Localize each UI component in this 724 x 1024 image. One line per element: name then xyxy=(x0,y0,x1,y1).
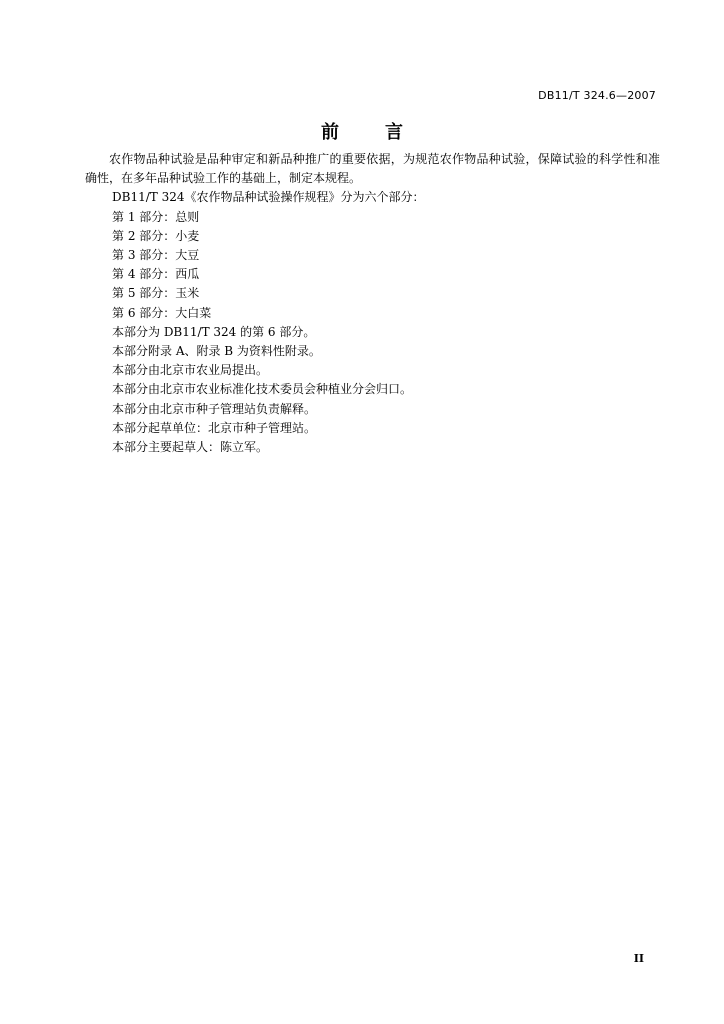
series-intro: DB11/T 324《农作物品种试验操作规程》分为六个部分： xyxy=(112,190,425,205)
page-title: 前 言 xyxy=(321,122,417,143)
part-item: 第 5 部分：玉米 xyxy=(112,286,200,301)
statement-line: 本部分主要起草人：陈立军。 xyxy=(112,440,269,455)
page-number: II xyxy=(633,952,644,965)
statement-line: 本部分起草单位：北京市种子管理站。 xyxy=(112,420,317,435)
part-item: 第 2 部分：小麦 xyxy=(112,228,200,243)
statement-line: 本部分为 DB11/T 324 的第 6 部分。 xyxy=(112,324,316,339)
part-item: 第 6 部分：大白菜 xyxy=(112,305,212,320)
standard-code: DB11/T 324.6—2007 xyxy=(538,89,656,102)
part-item: 第 1 部分：总则 xyxy=(112,209,200,224)
part-item: 第 3 部分：大豆 xyxy=(112,248,200,263)
intro-paragraph: 农作物品种试验是品种审定和新品种推广的重要依据，为规范农作物品种试验，保障试验的科学性和准确性，在多年品种试验工作的基础上，制定本规程。 xyxy=(85,152,660,186)
statement-line: 本部分由北京市农业局提出。 xyxy=(112,363,269,378)
statement-line: 本部分附录 A、附录 B 为资料性附录。 xyxy=(112,344,321,359)
statement-line: 本部分由北京市种子管理站负责解释。 xyxy=(112,401,317,416)
statement-line: 本部分由北京市农业标准化技术委员会种植业分会归口。 xyxy=(112,382,413,397)
preface-body xyxy=(85,150,660,457)
part-item: 第 4 部分：西瓜 xyxy=(112,267,200,282)
